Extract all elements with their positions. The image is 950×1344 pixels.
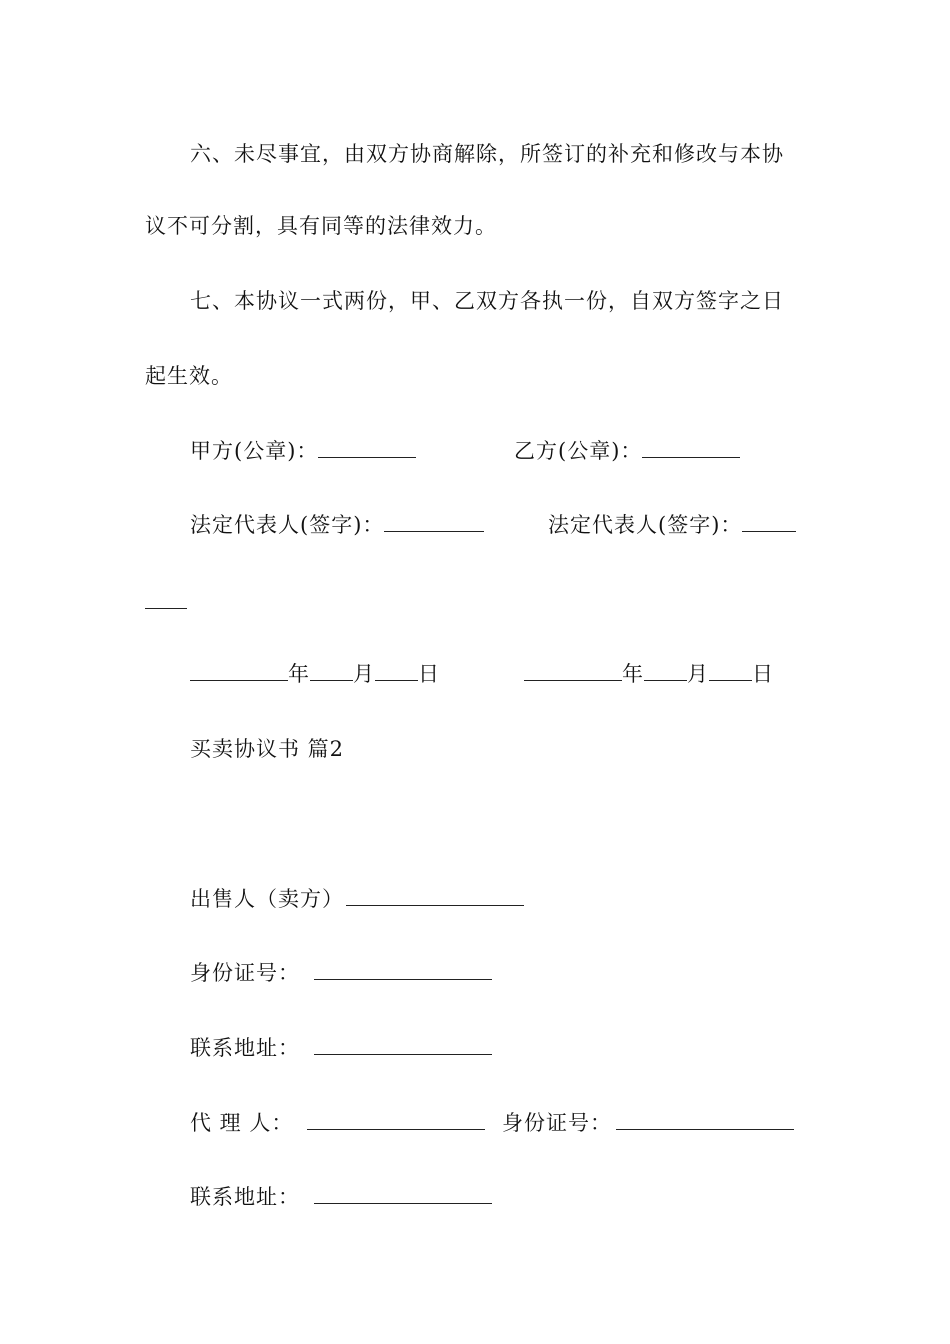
- agent-address-row: [190, 1183, 492, 1211]
- agent-address-label: 联系地址：: [190, 1185, 300, 1209]
- party-a-seal-blank: [318, 439, 416, 458]
- agent-id-label: 身份证号：: [502, 1111, 612, 1135]
- seller-id-row: [190, 959, 492, 987]
- date-b-day: 日: [752, 662, 774, 686]
- section-title: 买卖协议书 篇2: [190, 737, 345, 761]
- seller-id-blank: [314, 961, 492, 980]
- party-b-seal-row: [514, 437, 740, 465]
- date-a-day: 日: [418, 662, 440, 686]
- legal-rep-a-row: [190, 511, 484, 539]
- date-a-year: 年: [288, 662, 310, 686]
- party-a-seal-row: [190, 437, 416, 465]
- clause-6-line-2: 议不可分割，具有同等的法律效力。: [145, 214, 497, 238]
- seller-blank: [346, 887, 524, 906]
- legal-rep-b-blank: [742, 513, 796, 532]
- seller-address-row: [190, 1034, 492, 1062]
- agent-address-blank: [314, 1185, 492, 1204]
- legal-rep-a-blank: [384, 513, 484, 532]
- legal-rep-a-label: 法定代表人(签字)：: [190, 513, 385, 537]
- date-a-month: 月: [353, 662, 375, 686]
- party-b-seal-blank: [642, 439, 740, 458]
- party-a-seal-label: 甲方(公章)：: [190, 439, 319, 463]
- legal-rep-b-row: [548, 511, 796, 539]
- legal-rep-b-blank-continued: [145, 588, 187, 616]
- date-b-month: 月: [687, 662, 709, 686]
- agent-blank: [307, 1111, 485, 1130]
- seller-address-blank: [314, 1036, 492, 1055]
- legal-rep-b-label: 法定代表人(签字)：: [548, 513, 743, 537]
- date-b-year: 年: [622, 662, 644, 686]
- seller-id-label: 身份证号：: [190, 961, 300, 985]
- clause-7-line-1: 七、本协议一式两份，甲、乙双方各执一份，自双方签字之日: [190, 289, 784, 313]
- party-b-seal-label: 乙方(公章)：: [514, 439, 643, 463]
- agent-id-blank: [616, 1111, 794, 1130]
- seller-label: 出售人（卖方）: [190, 887, 344, 911]
- date-row-b: [524, 660, 774, 688]
- date-row-a: [190, 660, 440, 688]
- agent-label: 代 理 人：: [190, 1111, 294, 1135]
- seller-row: [190, 885, 524, 913]
- agent-id-row: [502, 1109, 794, 1137]
- seller-address-label: 联系地址：: [190, 1036, 300, 1060]
- clause-6-line-1: 六、未尽事宜，由双方协商解除，所签订的补充和修改与本协: [190, 142, 784, 166]
- agent-row: [190, 1109, 485, 1137]
- clause-7-line-2: 起生效。: [145, 364, 233, 388]
